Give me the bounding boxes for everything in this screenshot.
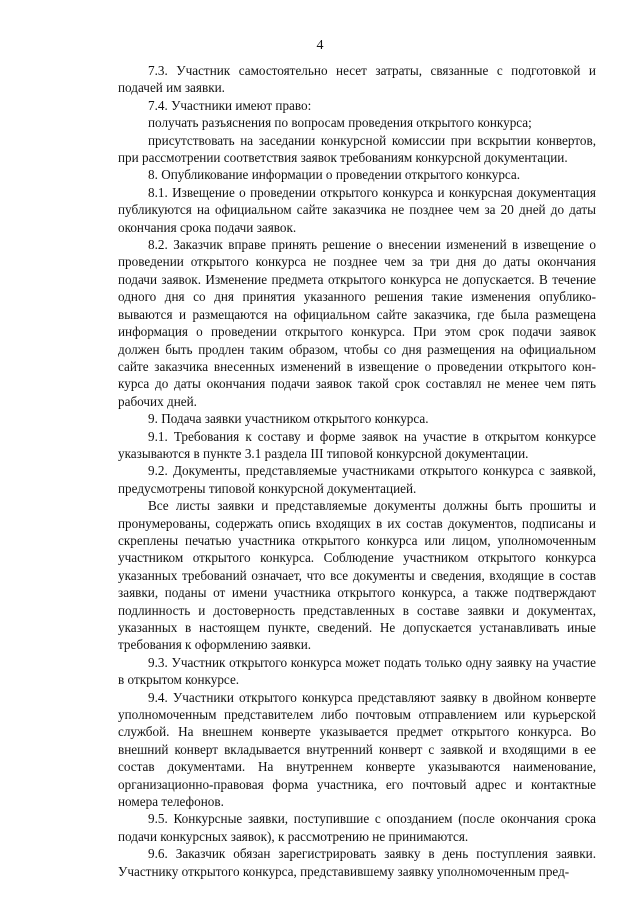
section-heading-8: 8. Опубликование информации о проведении открытого конкурса. <box>148 167 521 183</box>
paragraph-9-3: 9.3. Участник открытого конкурса может подать только одну заявку на участие в открытом конкурсе. <box>118 654 596 688</box>
paragraph-7-4: 7.4. Участники имеют право: <box>148 97 312 113</box>
paragraph-9-5: 9.5. Конкурсные заявки, поступившие с опозданием (после окончания срока подачи конкурсных заявок), к рассмотрению не принимаются. <box>118 811 596 844</box>
paragraph-7-3: 7.3. Участник самостоятельно несет затраты, связанные с подготовкой и подачей им заявки. <box>118 63 596 96</box>
document-body <box>118 62 596 880</box>
paragraph-9-4: 9.4. Участники открытого конкурса представляют заявку в двойном конверте уполномоченным представителем либо почтовым отправлением или курьерской службой. На внешнем конверте указывается предмет открытого конкурса. Во внешний конверт вкладывается внутренний конверт с заявкой и входящими в ее состав документами. На внутреннем конверте указываются наименование, организационно-правовая форма участника, его почтовый адрес и контактные номера телефонов. <box>118 689 596 810</box>
paragraph-9-2-continued: Все листы заявки и представляемые документы должны быть прошиты и пронумерованы, содержать опись входящих в их состав документов, подписаны и скреплены печатью участника открытого конкурса или лицом, уполномоченным участником открытого конкурса. Соблюдение участником открытого конкурса указанных требований означает, что все документы и сведения, входящие в состав заявки, поданы от имени участника открытого конкурса, а также подтверждают подлинность и достоверность представленных в составе заявки и документах, указанных в настоящем пункте, сведений. Не допускается устанавливать иные требования к оформлению заявки. <box>118 498 596 653</box>
section-heading-9: 9. Подача заявки участником открытого конкурса. <box>148 411 429 427</box>
paragraph-7-4-item-1: получать разъяснения по вопросам проведения открытого конкурса; <box>148 115 532 131</box>
paragraph-8-2: 8.2. Заказчик вправе принять решение о внесении изменений в извещение о проведении открытого конкурса не позднее чем за три дня до даты окончания подачи заявок. Изменение предмета открытого конкурса не допускается. В течение одного дня со дня принятия указанного решения такие изменения опубликовываются и размещаются на официальном сайте заказчика, где была размещена информация о проведении открытого конкурса. При этом срок подачи заявок должен быть продлен таким образом, чтобы со дня размещения на официальном сайте заказчика внесенных изменений в извещение о проведении открытого конкурса до даты окончания подачи заявок такой срок составлял не менее чем пять рабочих дней. <box>118 237 596 409</box>
paragraph-8-1: 8.1. Извещение о проведении открытого конкурса и конкурсная документация публикуются на официальном сайте заказчика не позднее чем за 20 дней до даты окончания срока подачи заявок. <box>118 184 596 235</box>
paragraph-9-2: 9.2. Документы, представляемые участниками открытого конкурса с заявкой, предусмотрены типовой конкурсной документацией. <box>118 463 596 496</box>
paragraph-7-4-item-2: присутствовать на заседании конкурсной комиссии при вскрытии конвертов, при рассмотрении соответствия заявок требованиям конкурсной документации. <box>118 132 596 166</box>
paragraph-9-1: 9.1. Требования к составу и форме заявок на участие в открытом конкурсе указываются в пункте 3.1 раздела III типовой конкурсной документации. <box>118 428 596 461</box>
paragraph-9-6: 9.6. Заказчик обязан зарегистрировать заявку в день поступления заявки. Участнику открытого конкурса, представившему заявку уполномоченным пред- <box>118 846 596 879</box>
page-number: 4 <box>316 38 324 53</box>
